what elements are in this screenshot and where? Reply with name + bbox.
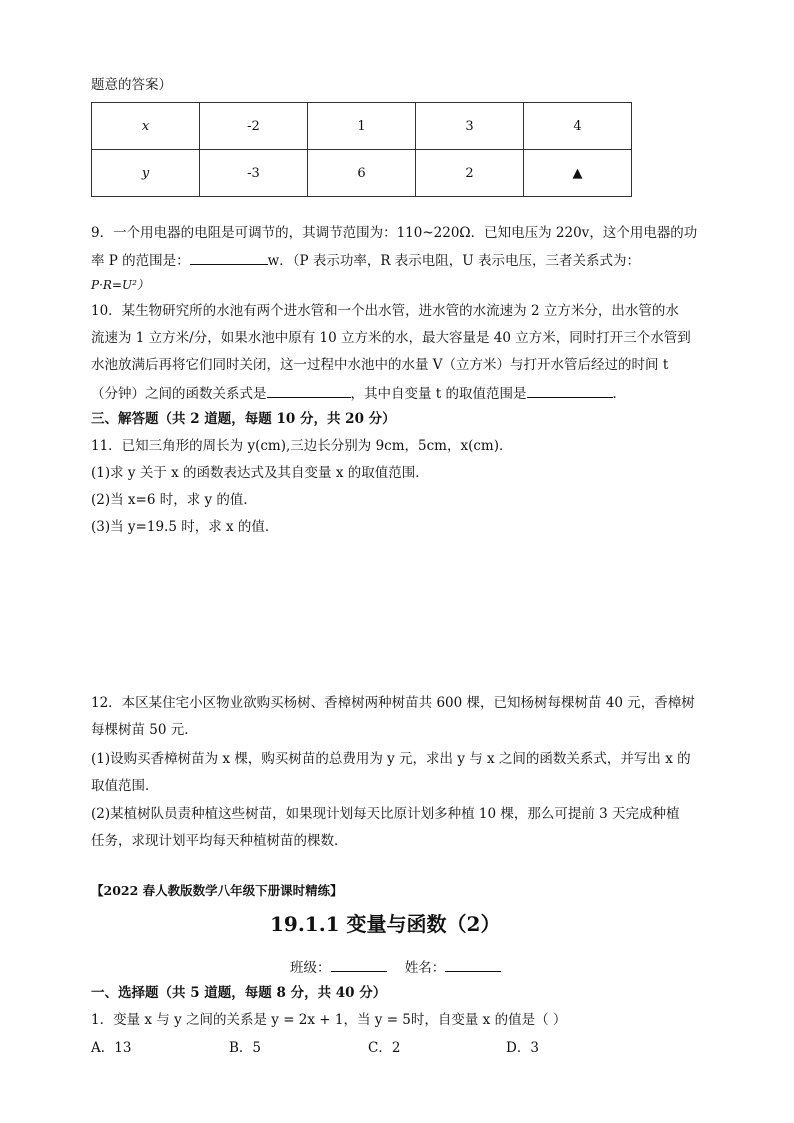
value-table — [91, 102, 632, 197]
class-label: 班级： — [290, 960, 331, 976]
top-note: 题意的答案） — [91, 77, 172, 93]
q10-range-blank[interactable] — [527, 383, 613, 398]
table-row-y — [92, 150, 632, 197]
q12-part2-line1: (2)某植树队员责种植这些树苗，如果现计划每天比原计划多种植 10 棵，那么可提前 3 天完成种植 — [91, 806, 680, 822]
q11-part2: (2)当 x=6 时，求 y 的值． — [91, 492, 257, 508]
table-cell: ▲ — [524, 150, 632, 197]
q10-function-blank[interactable] — [267, 383, 351, 398]
q12-stem-line1: 12．本区某住宅小区物业欲购买杨树、香樟树两种树苗共 600 棵，已知杨树每棵树苗 40 元，香樟树 — [91, 695, 695, 711]
q11-part1: (1)求 y 关于 x 的函数表达式及其自变量 x 的取值范围． — [91, 465, 429, 481]
table-cell: 6 — [308, 150, 416, 197]
table-cell: 2 — [416, 150, 524, 197]
q9-line3: P·R=U²） — [91, 278, 149, 292]
q11-stem: 11．已知三角形的周长为 y(cm),三边长分别为 9cm，5cm，x(cm)． — [91, 438, 513, 454]
q1-option-d[interactable]: D．3 — [506, 1040, 539, 1056]
table-cell: 1 — [308, 103, 416, 150]
q9-answer-blank[interactable] — [190, 250, 268, 265]
table-row-x — [92, 103, 632, 150]
q12-part2-line2: 任务，求现计划平均每天种植树苗的棵数． — [91, 833, 348, 849]
q10-line4-b: ，其中自变量 t 的取值范围是 — [350, 386, 527, 402]
table-cell: -2 — [200, 103, 308, 150]
q10-line1: 10．某生物研究所的水池有两个进水管和一个出水管，进水管的水流速为 2 立方米分，出水管的水 — [91, 303, 679, 319]
table-cell: 3 — [416, 103, 524, 150]
class-field[interactable] — [331, 957, 387, 972]
q10-line2: 流速为 1 立方米/分，如果水池中原有 10 立方米的水，最大容量是 40 立方米，同时打开三个水管到 — [91, 330, 691, 346]
table-cell: x — [92, 103, 200, 150]
section-1-heading: 一、选择题（共 5 道题，每题 8 分，共 40 分） — [91, 985, 387, 1001]
name-field[interactable] — [445, 957, 501, 972]
q11-part3: (3)当 y=19.5 时，求 x 的值． — [91, 519, 279, 535]
series-tag: 【2022 春人教版数学八年级下册课时精练】 — [91, 883, 343, 898]
section-3-heading: 三、解答题（共 2 道题，每题 10 分，共 20 分） — [91, 411, 396, 427]
name-label: 姓名： — [404, 960, 446, 976]
q9-line2 — [91, 250, 640, 270]
q1-option-c[interactable]: C．2 — [368, 1040, 401, 1056]
q1-option-a[interactable]: A．13 — [91, 1040, 132, 1056]
table-cell: -3 — [200, 150, 308, 197]
class-name-row — [290, 957, 501, 977]
q1-stem: 1．变量 x 与 y 之间的关系是 y = 2x + 1，当 y = 5时，自变量 x 的值是（ ） — [91, 1012, 567, 1028]
table-cell: y — [92, 150, 200, 197]
q10-line4-a: （分钟）之间的函数关系式是 — [91, 386, 267, 402]
table-cell: 4 — [524, 103, 632, 150]
q9-line2-b: w．（P 表示功率，R 表示电阻，U 表示电压，三者关系式为： — [267, 253, 640, 269]
q10-line3: 水池放满后再将它们同时关闭，这一过程中水池中的水量 V（立方米）与打开水管后经过的时间 t — [91, 357, 669, 373]
q1-option-b[interactable]: B．5 — [229, 1040, 262, 1056]
q10-line4 — [91, 383, 626, 403]
q12-stem-line2: 每棵树苗 50 元． — [91, 722, 198, 738]
lesson-title: 19.1.1 变量与函数（2） — [270, 912, 501, 936]
q9-line2-a: 率 P 的范围是： — [91, 253, 190, 269]
q12-part1-line2: 取值范围． — [91, 778, 159, 794]
q12-part1-line1: (1)设购买香樟树苗为 x 棵，购买树苗的总费用为 y 元，求出 y 与 x 之间的函数关系式，并写出 x 的 — [91, 751, 691, 767]
q10-line4-c: ． — [612, 386, 627, 402]
q9-line1: 9．一个用电器的电阻是可调节的，其调节范围为：110~220Ω．已知电压为 220v，这个用电器的功 — [91, 225, 698, 241]
